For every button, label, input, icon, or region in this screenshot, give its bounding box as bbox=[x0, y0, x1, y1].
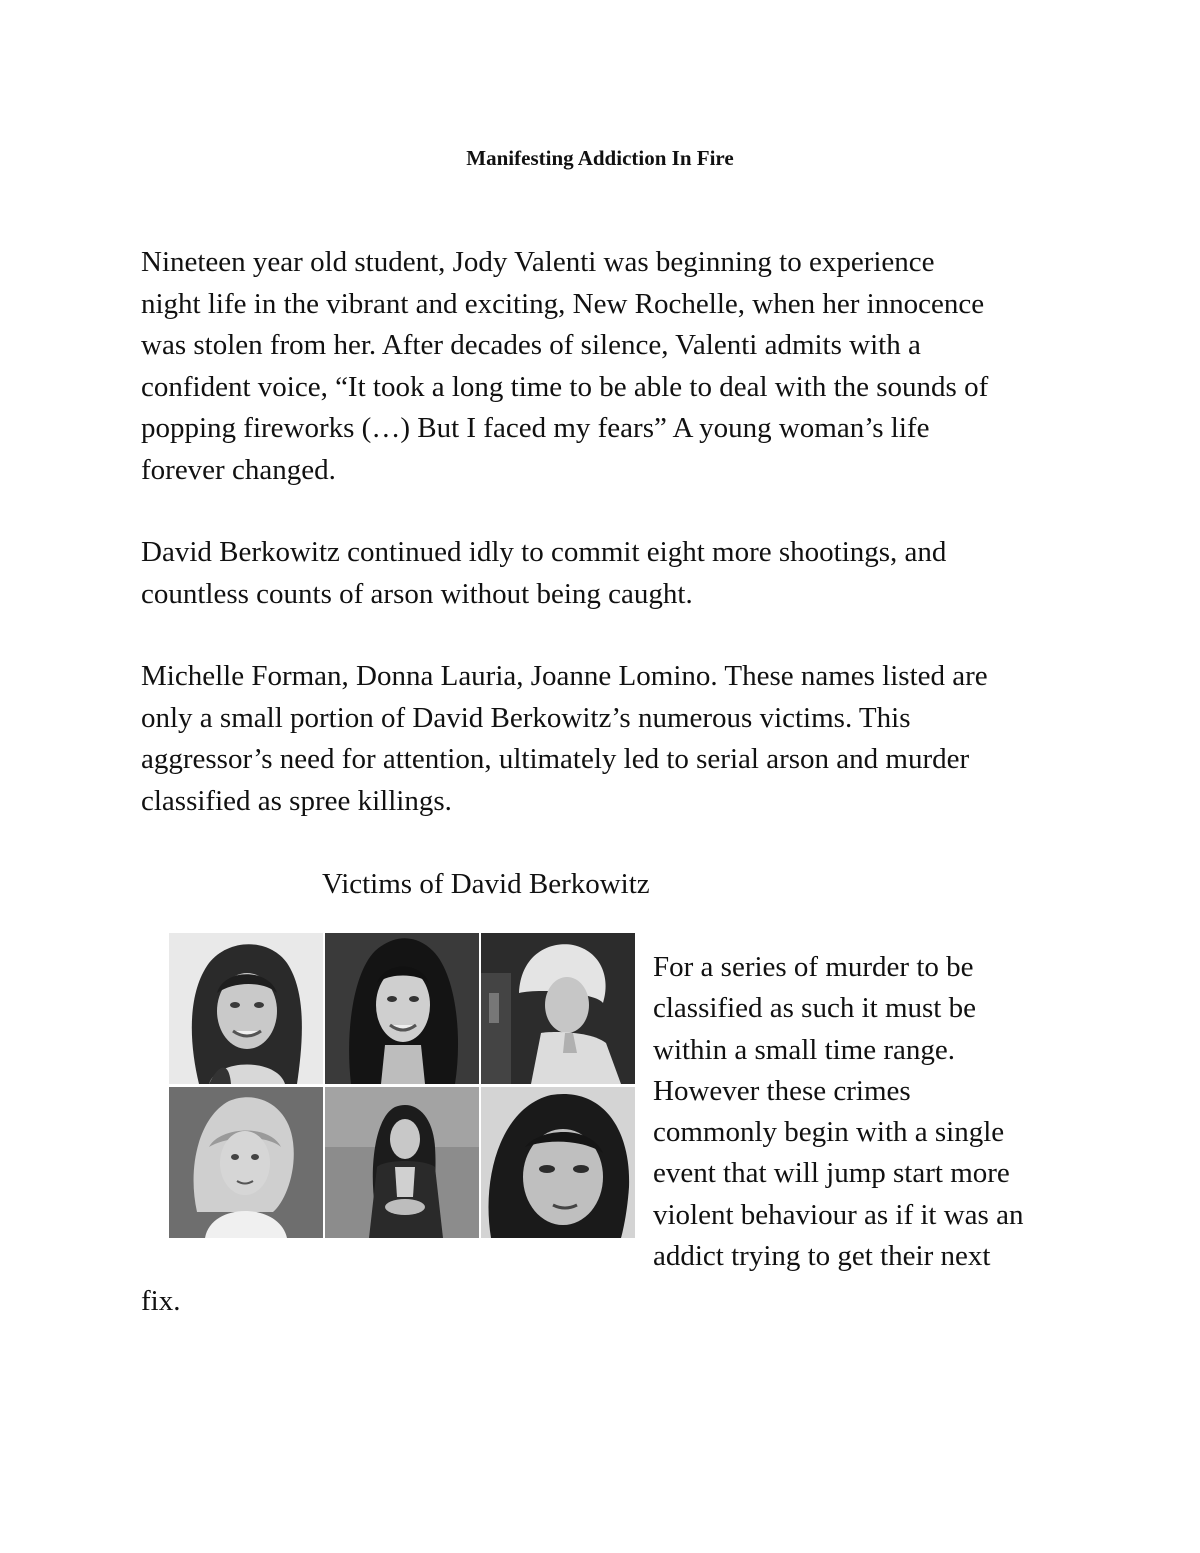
side-paragraph-series-murder bbox=[653, 947, 1073, 1277]
paragraph-jody-valenti bbox=[141, 242, 1071, 492]
victims-photo-grid bbox=[169, 933, 635, 1238]
victim-portrait-photo bbox=[481, 1087, 635, 1238]
text-line: aggressor’s need for attention, ultimately led to serial arson and murder bbox=[141, 743, 970, 776]
text-line: classified as spree killings. bbox=[141, 784, 452, 817]
text-line: forever changed. bbox=[141, 453, 336, 486]
text-line: violent behaviour as if it was an bbox=[653, 1198, 1024, 1231]
text-line: classified as such it must be bbox=[653, 992, 976, 1025]
text-line: However these crimes bbox=[653, 1074, 911, 1107]
figure-caption: Victims of David Berkowitz bbox=[322, 868, 650, 900]
text-line: countless counts of arson without being caught. bbox=[141, 577, 693, 610]
victim-portrait-photo bbox=[169, 933, 323, 1084]
text-line: night life in the vibrant and exciting, New Rochelle, when her innocence bbox=[141, 287, 985, 320]
text-line: event that will jump start more bbox=[653, 1157, 1010, 1190]
text-line: David Berkowitz continued idly to commit eight more shootings, and bbox=[141, 536, 947, 568]
document-title: Manifesting Addiction In Fire bbox=[466, 146, 734, 170]
text-line: within a small time range. bbox=[653, 1033, 956, 1066]
text-line: Michelle Forman, Donna Lauria, Joanne Lomino. These names listed are bbox=[141, 660, 988, 692]
text-line: popping fireworks (…) But I faced my fears” A young woman’s life bbox=[141, 412, 930, 445]
paragraph-continuation: fix. bbox=[141, 1285, 181, 1317]
victim-portrait-photo bbox=[325, 933, 479, 1084]
text-line: only a small portion of David Berkowitz’s numerous victims. This bbox=[141, 701, 911, 734]
text-line: confident voice, “It took a long time to be able to deal with the sounds of bbox=[141, 370, 989, 403]
victim-portrait-photo bbox=[481, 933, 635, 1084]
paragraph-victims-names bbox=[141, 656, 1071, 822]
text-line: commonly begin with a single bbox=[653, 1116, 1005, 1149]
text-line: was stolen from her. After decades of silence, Valenti admits with a bbox=[141, 329, 921, 362]
text-line: Nineteen year old student, Jody Valenti was beginning to experience bbox=[141, 246, 935, 278]
paragraph-berkowitz-shootings bbox=[141, 532, 1071, 615]
text-line: For a series of murder to be bbox=[653, 951, 974, 983]
victim-portrait-photo bbox=[169, 1087, 323, 1238]
text-line: addict trying to get their next bbox=[653, 1240, 991, 1273]
victim-portrait-photo bbox=[325, 1087, 479, 1238]
